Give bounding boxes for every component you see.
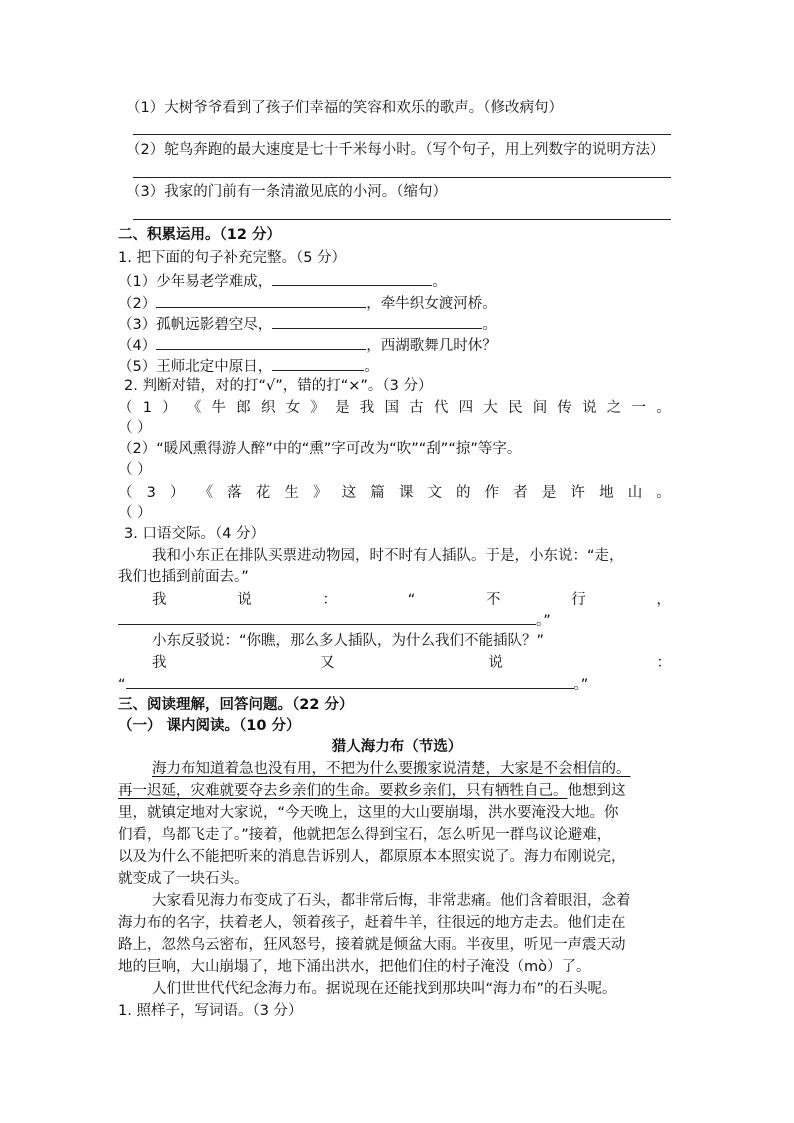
section-2-title: 二、积累运用。（12 分） bbox=[118, 227, 281, 243]
rewrite-item-1: （1）大树爷爷看到了孩子们幸福的笑容和欢乐的歌声。（修改病句） bbox=[126, 100, 563, 116]
answer-line-2: “ 。” bbox=[118, 673, 588, 695]
judge-item-1: （ 1 ） 《 牛 郎 织 女 》 是 我 国 古 代 四 大 民 间 传 说 之 一 。 bbox=[118, 400, 671, 416]
rewrite-item-3: （3）我家的门前有一条清澈见底的小河。（缩句） bbox=[126, 184, 447, 200]
passage-p1-line1: 海力布知道着急也没有用，不把为什么要搬家说清楚，大家是不会相信的。 bbox=[152, 761, 631, 777]
fill-blank[interactable] bbox=[272, 355, 364, 371]
answer-line bbox=[133, 177, 671, 178]
judge-answer-3[interactable]: （ ） bbox=[118, 505, 152, 521]
dialog-para-1a: 我和小东正在排队买票进动物园，时不时有人插队。于是，小东说：“走， bbox=[152, 548, 624, 564]
passage-p2-line2: 海力布的名字，扶着老人，领着孩子，赶着牛羊，往很远的地方走去。他们走在 bbox=[118, 915, 626, 931]
fill-blank[interactable] bbox=[156, 334, 366, 350]
judge-answer-1[interactable]: （ ） bbox=[118, 420, 152, 436]
s2-q2-title: 2. 判断对错，对的打“√”，错的打“×”。（3 分） bbox=[124, 378, 433, 394]
answer-line bbox=[133, 219, 671, 220]
fill-blank[interactable] bbox=[272, 313, 482, 329]
dialog-para-1b: 我们也插到前面去。” bbox=[118, 569, 249, 585]
fill-line-3: （3）孤帆远影碧空尽， 。 bbox=[118, 313, 497, 335]
s2-q1-title: 1. 把下面的句子补充完整。（5 分） bbox=[118, 250, 347, 266]
passage-p1-line6: 就变成了一块石头。 bbox=[118, 871, 249, 887]
rewrite-item-2: （2）鸵鸟奔跑的最大速度是七十千米每小时。（写个句子，用上列数字的说明方法） bbox=[126, 142, 665, 158]
answer-blank[interactable] bbox=[118, 609, 536, 625]
passage-p1-line5: 以及为什么不能把听来的消息告诉别人，都原原本本照实说了。海力布刚说完， bbox=[118, 849, 626, 865]
fill-line-1: （1）少年易老学难成， 。 bbox=[118, 270, 447, 292]
answer-line bbox=[133, 134, 671, 135]
judge-item-2: （2）“暖风熏得游人醉”中的“熏”字可改为“吹”“刮”“掠”等字。 bbox=[118, 441, 522, 457]
section-3-title: 三、阅读理解，回答问题。（22 分） bbox=[118, 697, 354, 713]
passage-p1-line2: 再一迟延，灾难就要夺去乡亲们的生命。要救乡亲们，只有牺牲自己。他想到这 bbox=[118, 783, 626, 799]
passage-p2-line4: 地的巨响，大山崩塌了，地下涌出洪水，把他们住的村子淹没（mò）了。 bbox=[118, 959, 591, 975]
fill-line-4: （4） ，西湖歌舞几时休？ bbox=[118, 334, 497, 356]
say-line-2: 我 又 说 ： bbox=[152, 655, 671, 671]
fill-line-5: （5）王师北定中原日， 。 bbox=[118, 355, 379, 377]
judge-item-3: （ 3 ） 《 落 花 生 》 这 篇 课 文 的 作 者 是 许 地 山 。 bbox=[118, 485, 671, 501]
s2-q3-title: 3. 口语交际。（4 分） bbox=[124, 526, 266, 542]
passage-title: 猎人海力布（节选） bbox=[331, 739, 463, 755]
answer-line-1: 。” bbox=[118, 609, 551, 631]
passage-p2-line3: 路上，忽然乌云密布，狂风怒号，接着就是倾盆大雨。半夜里，听见一声震天动 bbox=[118, 937, 626, 953]
judge-answer-2[interactable]: （ ） bbox=[118, 462, 152, 478]
fill-blank[interactable] bbox=[156, 292, 366, 308]
passage-p1-line3: 里，就镇定地对大家说，“今天晚上，这里的大山要崩塌，洪水要淹没大地。你 bbox=[118, 805, 619, 821]
fill-blank[interactable] bbox=[272, 270, 432, 286]
passage-p2-line1: 大家看见海力布变成了石头，都非常后悔，非常悲痛。他们含着眼泪，念着 bbox=[152, 893, 631, 909]
say-line-1: 我 说 ： “ 不 行 ， bbox=[152, 592, 671, 608]
answer-blank[interactable] bbox=[126, 673, 574, 689]
passage-p1-line4: 们看，鸟都飞走了。”接着，他就把怎么得到宝石，怎么听见一群鸟议论避难， bbox=[118, 827, 612, 843]
passage-p3: 人们世世代代纪念海力布。据说现在还能找到那块叫“海力布”的石头呢。 bbox=[152, 981, 617, 997]
fill-line-2: （2） ，牵牛织女渡河桥。 bbox=[118, 292, 497, 314]
s3-q1-title: 1. 照样子，写词语。（3 分） bbox=[118, 1003, 303, 1019]
dialog-para-2: 小东反驳说：“你瞧，那么多人插队，为什么我们不能插队？” bbox=[152, 633, 545, 649]
s3-sub1-title: （一） 课内阅读。（10 分） bbox=[118, 718, 301, 734]
